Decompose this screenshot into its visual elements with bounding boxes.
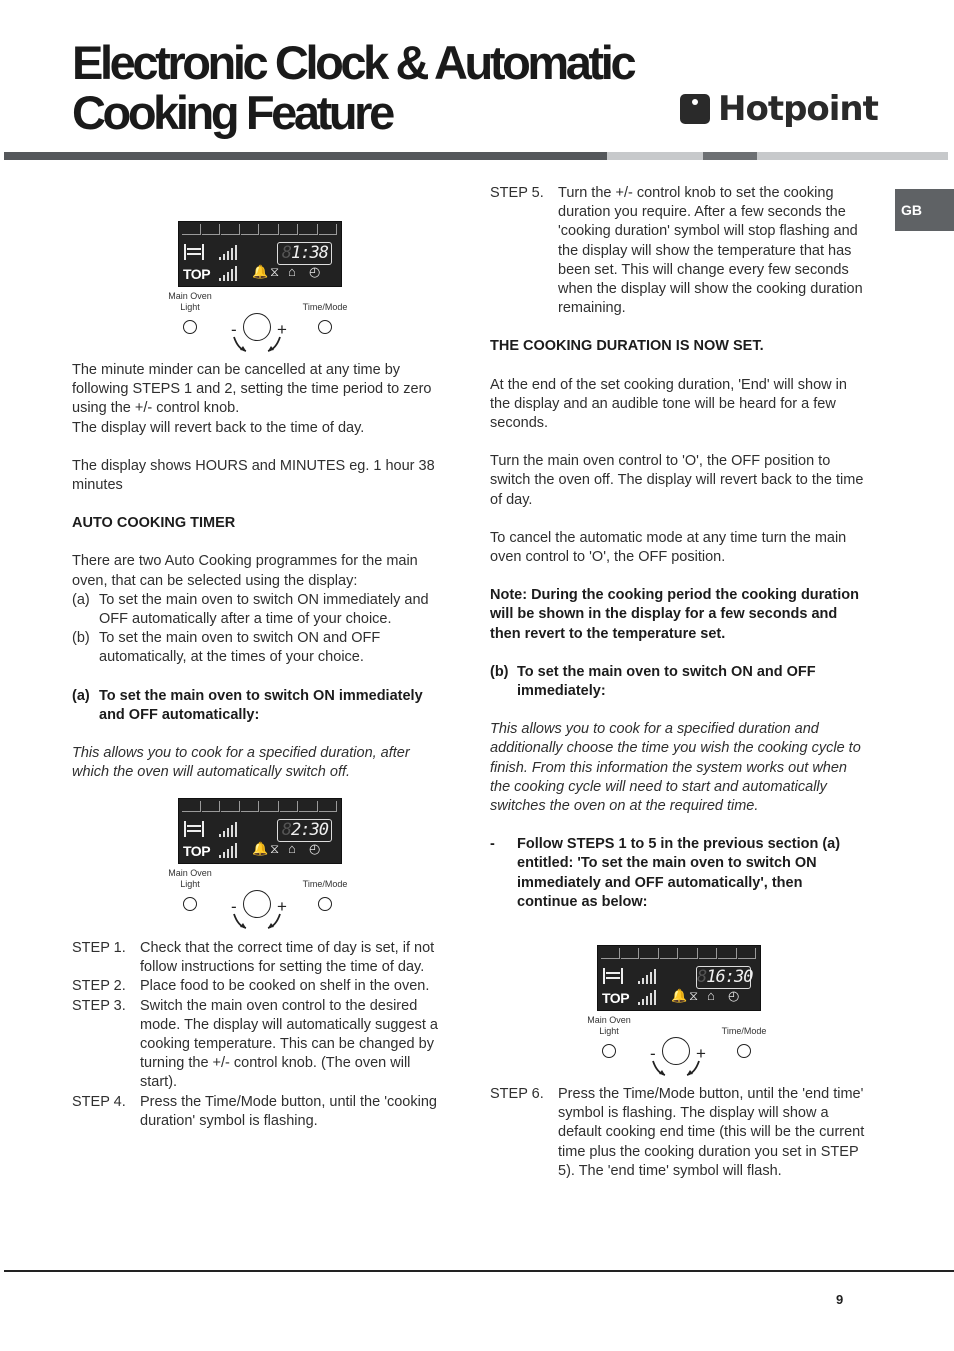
header-rule-light-2	[757, 152, 948, 160]
main-oven-light-button[interactable]	[602, 1044, 616, 1058]
left-column	[72, 361, 447, 801]
signal-bars-icon	[219, 244, 237, 260]
note-paragraph: Note: During the cooking period the cooking duration will be shown in the display for a few seconds and then revert to the temperature set.	[490, 587, 859, 642]
lcd-cell-row	[182, 801, 338, 812]
section-a-description: This allows you to cook for a specified duration, after which the oven will automatically switch off.	[72, 745, 410, 781]
step-item: STEP 5. Turn the +/- control knob to set the cooking duration you require. After a few seconds the 'cooking duration' symbol will stop flashing and the display will show the temperature that has been set. This will change every few seconds when the display will show the cooking duration remaining.	[490, 185, 863, 317]
minus-sign: -	[231, 320, 237, 339]
section-a-heading: (a) To set the main oven to switch ON immediately and OFF automatically:	[72, 687, 423, 723]
hours-minutes-paragraph: The display shows HOURS and MINUTES eg. 1 hour 38 minutes	[72, 457, 435, 494]
right-step6	[490, 1085, 865, 1181]
main-oven-light-button[interactable]	[183, 897, 197, 911]
top-label: TOP	[183, 843, 211, 859]
oven-lcd-screen	[597, 945, 761, 1011]
clock-icon: ◴	[728, 988, 740, 1003]
end-time-icon: ⌂	[707, 988, 715, 1003]
brand-name: Hotpoint	[718, 89, 878, 129]
top-label: TOP	[602, 990, 630, 1006]
brand-logo	[680, 88, 878, 130]
cooking-duration-icon: ⧖	[270, 264, 280, 279]
lcd-time-display: 81:38	[277, 242, 332, 265]
step-item: STEP 2. Place food to be cooked on shelf in the oven.	[72, 978, 430, 995]
bell-icon: 🔔	[252, 264, 269, 279]
language-tab: GB	[895, 189, 954, 231]
cooking-duration-icon: ⧖	[270, 841, 280, 856]
time-mode-label: Time/Mode	[302, 879, 348, 889]
page-title	[72, 38, 633, 138]
end-time-icon: ⌂	[288, 841, 296, 856]
step-item: STEP 6. Press the Time/Mode button, until the 'end time' symbol is flashing. The display will show a default cooking end time (this will be the current time plus the cooking duration you set in STEP 5). The 'end time' symbol will flash.	[490, 1086, 865, 1179]
title-line-2: Cooking Feature	[72, 86, 392, 139]
plus-sign: +	[696, 1044, 706, 1063]
signal-bars-icon	[638, 968, 656, 984]
time-mode-button[interactable]	[737, 1044, 751, 1058]
bell-icon: 🔔	[671, 988, 688, 1003]
oven-lcd-screen	[178, 798, 342, 864]
cooking-duration-icon: ⧖	[689, 988, 699, 1003]
time-mode-button[interactable]	[318, 320, 332, 334]
oven-display-panel	[168, 221, 368, 343]
main-oven-light-label: Main Oven Light	[168, 868, 212, 889]
top-label: TOP	[183, 266, 211, 282]
signal-bars-icon	[219, 265, 237, 281]
signal-bars-icon	[638, 989, 656, 1005]
rotate-arrows-icon	[228, 329, 288, 355]
lcd-cell-row	[182, 224, 338, 235]
revert-paragraph: The display will revert back to the time of day.	[72, 419, 365, 436]
hotpoint-logo-icon	[680, 94, 710, 124]
oven-display-panel	[587, 945, 787, 1067]
end-paragraph: At the end of the set cooking duration, 'End' will show in the display and an audible tone will be heard for a few seconds.	[490, 376, 847, 432]
step-item: STEP 1. Check that the correct time of day is set, if not follow instructions for setting the time of day.	[72, 940, 435, 976]
page-number: 9	[836, 1292, 844, 1307]
main-oven-light-label: Main Oven Light	[168, 291, 212, 312]
header-rule-light	[607, 152, 703, 160]
minus-sign: -	[231, 897, 237, 916]
section-b-heading: (b) To set the main oven to switch ON and OFF immediately:	[490, 663, 816, 700]
signal-bars-icon	[219, 821, 237, 837]
time-mode-label: Time/Mode	[721, 1026, 767, 1036]
header-rule-mid	[703, 152, 757, 160]
bell-icon: 🔔	[252, 841, 269, 856]
rotate-arrows-icon	[228, 906, 288, 932]
cancel-paragraph: To cancel the automatic mode at any time turn the main oven control to 'O', the OFF position.	[490, 529, 847, 566]
header-rule	[4, 152, 948, 160]
clock-icon: ◴	[309, 841, 321, 856]
clock-icon: ◴	[309, 264, 321, 279]
time-mode-label: Time/Mode	[302, 302, 348, 312]
rotate-arrows-icon	[647, 1053, 707, 1079]
main-oven-light-label: Main Oven Light	[587, 1015, 631, 1036]
grill-icon	[603, 968, 623, 984]
minus-sign: -	[650, 1044, 656, 1063]
lcd-time-display: 82:30	[277, 819, 332, 842]
right-column	[490, 184, 865, 912]
grill-icon	[184, 244, 204, 260]
main-oven-light-button[interactable]	[183, 320, 197, 334]
lcd-time-display: 816:30	[697, 967, 753, 987]
plus-sign: +	[277, 320, 287, 339]
footer-rule	[4, 1270, 954, 1272]
duration-set-heading: THE COOKING DURATION IS NOW SET.	[490, 338, 764, 355]
left-steps	[72, 939, 447, 1131]
step-item: STEP 4. Press the Time/Mode button, until the 'cooking duration' symbol is flashing.	[72, 1093, 437, 1129]
end-time-icon: ⌂	[288, 264, 296, 279]
signal-bars-icon	[219, 842, 237, 858]
step-item: STEP 3. Switch the main oven control to the desired mode. The display will automatically suggest a cooking temperature. This can be changed by turning the +/- control knob. (The oven will start).	[72, 997, 438, 1091]
oven-display-panel	[168, 798, 368, 920]
header-rule-dark	[4, 152, 607, 160]
plus-sign: +	[277, 897, 287, 916]
list-item: (a) To set the main oven to switch ON immediately and OFF automatically after a time of your choice.	[72, 591, 429, 628]
oven-lcd-screen	[178, 221, 342, 287]
list-item: (b) To set the main oven to switch ON and OFF automatically, at the times of your choice.	[72, 630, 381, 666]
minute-minder-paragraph: The minute minder can be cancelled at any time by following STEPS 1 and 2, setting the time period to zero using the +/- control knob.	[72, 362, 432, 417]
programmes-paragraph: There are two Auto Cooking programmes for the main oven, that can be selected using the display:	[72, 553, 418, 589]
grill-icon	[184, 821, 204, 837]
lcd-cell-row	[601, 948, 757, 959]
time-mode-button[interactable]	[318, 897, 332, 911]
off-paragraph: Turn the main oven control to 'O', the OFF position to switch the oven off. The display will revert back to the time of day.	[490, 453, 864, 508]
follow-steps-item: - Follow STEPS 1 to 5 in the previous section (a) entitled: 'To set the main oven to switch ON immediately and OFF automatically', then continue as below:	[490, 836, 841, 910]
section-b-description: This allows you to cook for a specified duration and additionally choose the time you wish the cooking cycle to finish. From this information the system works out when the cooking cycle will need to start and automatically switches the oven on at the required time.	[490, 721, 861, 815]
auto-cooking-heading: AUTO COOKING TIMER	[72, 515, 236, 532]
title-line-1: Electronic Clock & Automatic	[72, 36, 634, 89]
